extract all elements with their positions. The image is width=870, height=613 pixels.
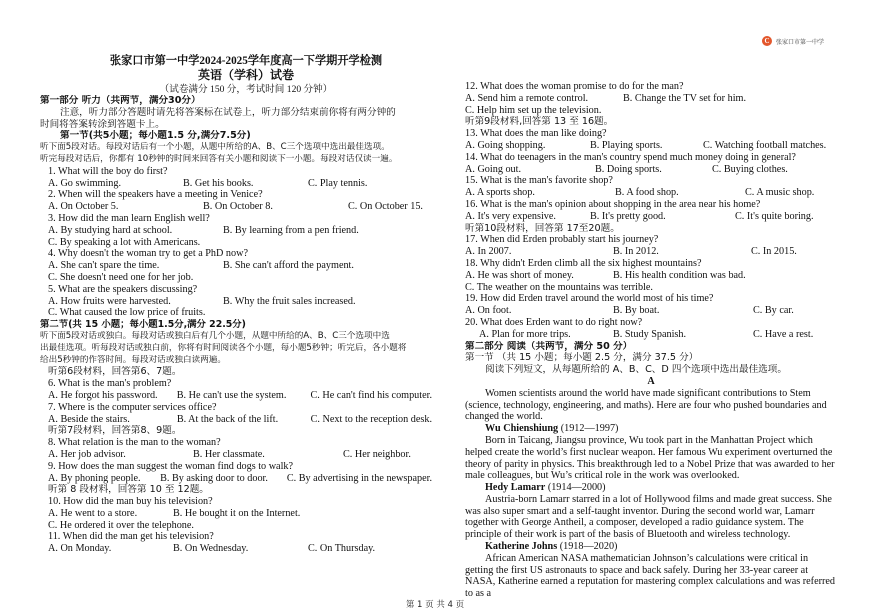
option-14c[interactable]: C. Buying clothes. [712, 163, 788, 175]
options-10 [40, 508, 432, 520]
listen-material-7: 听第7段材料，回答第8、9题。 [48, 425, 182, 437]
option-10c[interactable]: C. He ordered it over the telephone. [48, 519, 194, 531]
options-15 [465, 187, 837, 199]
person-katherine-name: Katherine Johns [485, 541, 558, 553]
option-15b[interactable]: B. A food shop. [615, 187, 679, 199]
option-18b[interactable]: B. His health condition was bad. [613, 269, 746, 281]
option-16b[interactable]: B. It's pretty good. [590, 210, 666, 222]
options-1 [40, 178, 432, 190]
option-3c[interactable]: C. By speaking a lot with Americans. [48, 236, 201, 248]
passage-a-label: A [647, 375, 655, 387]
school-logo [762, 36, 824, 46]
exam-note: （试卷满分 150 分，考试时间 120 分钟） [159, 84, 333, 95]
option-4c[interactable]: C. She doesn't need one for her job. [48, 271, 194, 283]
options-11 [40, 543, 432, 555]
question-12: 12. What does the woman promise to do for the man? [465, 81, 684, 92]
option-2b[interactable]: B. On October 8. [203, 201, 273, 213]
option-9c[interactable]: C. By advertising in the newspaper. [286, 472, 432, 484]
option-4a[interactable]: A. She can't spare the time. [48, 260, 160, 272]
question-14: 14. What do teenagers in the man's country spend much money doing in general? [465, 151, 796, 163]
option-7b[interactable]: B. At the back of the lift. [176, 413, 279, 425]
option-6b[interactable]: B. He can't use the system. [176, 389, 287, 401]
options-4 [40, 260, 432, 272]
question-15: 15. What is the man's favorite shop? [465, 175, 613, 187]
option-12c[interactable]: C. Help him set up the television. [465, 104, 602, 116]
part1-note-1: 注意，听力部分答题时请先将答案标在试卷上，听力部分结束前你将有两分钟的 [60, 106, 396, 118]
option-15c[interactable]: C. A music shop. [745, 187, 815, 199]
option-20a[interactable]: A. Plan for more trips. [479, 328, 571, 340]
options-7 [40, 414, 432, 426]
option-3a[interactable]: A. By studying hard at school. [48, 224, 173, 236]
question-16: 16. What is the man's opinion about shopping in the area near his home? [465, 198, 761, 210]
logo-mark: C [762, 36, 772, 46]
options-18 [465, 270, 837, 282]
options-16 [465, 211, 837, 223]
option-18c[interactable]: C. The weather on the mountains was terrible. [465, 281, 653, 293]
option-20b[interactable]: B. Study Spanish. [613, 328, 687, 340]
option-10b[interactable]: B. He bought it on the Internet. [173, 507, 301, 519]
person-wu [465, 423, 837, 435]
right-column [465, 81, 837, 600]
option-18a[interactable]: A. He was short of money. [465, 269, 574, 281]
option-6c[interactable]: C. He can't find his computer. [310, 389, 432, 401]
option-17c[interactable]: C. In 2015. [751, 246, 797, 258]
person-katherine-years: (1918—2020) [557, 541, 618, 553]
person-hedy-text: Austria-born Lamarr starred in a lot of Hollywood films and made great success. She was also super smart and a self-taught inventor. During the second world war, Lamarr together with George Antheil, a composer, developed a radio guidance system. The principle of their work is part of the basis of Bluetooth and wireless technology. [465, 493, 832, 541]
option-1c[interactable]: C. Play tennis. [308, 177, 368, 189]
page-footer: 第 1 页 共 4 页 [405, 600, 465, 610]
option-9a[interactable]: A. By phoning people. [48, 472, 141, 484]
options-8 [40, 449, 432, 461]
option-19c[interactable]: C. By car. [753, 305, 794, 317]
listen-material-10: 听第10段材料，回答第 17至20题。 [465, 222, 620, 234]
person-hedy-years: (1914—2000) [545, 482, 606, 494]
person-katherine-text: African American NASA mathematician Johnson’s calculations were critical in getting the first US astronauts to space and back safely. During her 33-year career at NASA, Katherine earned a reputation for mastering complex calculations and was referred to as a [465, 552, 835, 600]
question-11: 11. When did the man get his television? [48, 531, 214, 543]
option-16c[interactable]: C. It's quite boring. [735, 210, 814, 222]
question-13: 13. What does the man like doing? [465, 128, 607, 140]
logo-text: 张家口市第一中学 [776, 39, 825, 46]
question-3: 3. How did the man learn English well? [48, 212, 210, 224]
option-13a[interactable]: A. Going shopping. [465, 139, 546, 151]
option-12b[interactable]: B. Change the TV set for him. [623, 92, 746, 104]
option-7a[interactable]: A. Beside the stairs. [48, 413, 130, 425]
option-8a[interactable]: A. Her job advisor. [48, 448, 126, 460]
option-3b[interactable]: B. By learning from a pen friend. [223, 224, 359, 236]
person-wu-years: (1912—1997) [558, 423, 619, 435]
option-5a[interactable]: A. How fruits were harvested. [48, 295, 171, 307]
part1-note-2: 时间将答案转涂到答题卡上。 [40, 118, 165, 130]
listen-material-8: 听第 8 段材料，回答第 10 至 12题。 [48, 484, 209, 496]
question-1: 1. What will the boy do first? [48, 165, 168, 177]
person-wu-text: Born in Taicang, Jiangsu province, Wu took part in the Manhattan Project which helped create the world’s first nuclear weapon. Her famous Wu experiment overturned the theory of parity in physics. This breakthrough led to a Nobel Prize that was awarded to her male colleagues, but Wu’s critical role in the work was overlooked. [465, 434, 835, 482]
option-5b[interactable]: B. Why the fruit sales increased. [223, 295, 356, 307]
option-10a[interactable]: A. He went to a store. [48, 507, 138, 519]
option-7c[interactable]: C. Next to the reception desk. [310, 413, 432, 425]
options-2 [40, 201, 432, 213]
question-9: 9. How does the man suggest the woman find dogs to walk? [48, 460, 294, 472]
option-14b[interactable]: B. Doing sports. [595, 163, 662, 175]
listen-material-6: 听第6段材料，回答第6、7题。 [48, 366, 182, 378]
section1-heading: 第一节(共5小题；每小题1.5 分,满分7.5分) [60, 130, 251, 142]
question-20: 20. What does Erden want to do right now? [465, 316, 643, 328]
section2-instruction-2: 出最佳选项。听每段对话或独白前，你将有时间阅读各个小题，每小题5秒钟；听完后，各小题将 [40, 342, 407, 353]
option-8b[interactable]: B. Her classmate. [193, 448, 265, 460]
option-6a[interactable]: A. He forgot his password. [48, 389, 158, 401]
question-2: 2. When will the speakers have a meeting in Venice? [48, 189, 263, 201]
left-column [40, 95, 432, 555]
question-list [40, 166, 432, 319]
option-19b[interactable]: B. By boat. [613, 305, 660, 317]
exam-title: 张家口市第一中学2024-2025学年度高一下学期开学检测 [109, 55, 383, 67]
options-5 [40, 296, 432, 308]
options-13 [465, 140, 837, 152]
option-2a[interactable]: A. On October 5. [48, 201, 119, 213]
options-19 [465, 305, 837, 317]
person-wu-name: Wu Chienshiung [485, 423, 559, 435]
person-katherine [465, 541, 837, 553]
question-5: 5. What are the speakers discussing? [48, 283, 198, 295]
options-9 [40, 473, 432, 485]
passage-intro: Women scientists around the world have made significant contributions to Stem (science, technology, engineering, and maths). Here are four who pushed boundaries and changed the world. [465, 387, 827, 423]
option-17b[interactable]: B. In 2012. [613, 246, 659, 258]
option-4b[interactable]: B. She can't afford the payment. [223, 260, 354, 272]
section1-instruction-1: 听下面5段对话。每段对话后有一个小题，从题中所给的A、B、C三个选项中选出最佳选项。 [40, 142, 390, 153]
option-11b[interactable]: B. On Wednesday. [173, 543, 249, 555]
options-17 [465, 246, 837, 258]
options-14 [465, 164, 837, 176]
option-16a[interactable]: A. It's very expensive. [465, 210, 556, 222]
option-11a[interactable]: A. On Monday. [48, 543, 112, 555]
person-hedy-name: Hedy Lamarr [485, 482, 546, 494]
options-20 [465, 329, 837, 341]
options-12 [465, 93, 837, 105]
question-4: 4. Why doesn't the woman try to get a PhD now? [48, 248, 248, 260]
option-11c[interactable]: C. On Thursday. [308, 543, 376, 555]
option-17a[interactable]: A. In 2007. [465, 246, 512, 258]
question-17: 17. When did Erden probably start his journey? [465, 234, 659, 246]
question-10: 10. How did the man buy his television? [48, 496, 213, 508]
listen-material-9: 听第9段材料,回答第 13 至 16题。 [465, 116, 614, 128]
person-hedy [465, 482, 837, 494]
question-18: 18. Why didn't Erden climb all the six highest mountains? [465, 257, 702, 269]
part1-heading: 第一部分 听力（共两节，满分30分） [40, 95, 201, 106]
options-3 [40, 225, 432, 237]
option-19a[interactable]: A. On foot. [465, 305, 512, 317]
question-6: 6. What is the man's problem? [48, 378, 172, 390]
option-13c[interactable]: C. Watching football matches. [703, 139, 827, 151]
option-15a[interactable]: A. A sports shop. [465, 187, 535, 199]
question-8: 8. What relation is the man to the woman? [48, 437, 221, 449]
option-5c[interactable]: C. What caused the low price of fruits. [48, 307, 206, 319]
option-9b[interactable]: B. By asking door to door. [160, 472, 268, 484]
section2-heading: 第二节(共 15 小题；每小题1.5分,满分 22.5分) [40, 319, 246, 331]
options-6 [40, 390, 432, 402]
option-20c[interactable]: C. Have a rest. [753, 328, 814, 340]
option-13b[interactable]: B. Playing sports. [590, 139, 663, 151]
section2-instruction-1: 听下面5段对话或独白。每段对话或独白后有几个小题，从题中所给的A、B、C三个选项中选 [40, 330, 390, 341]
part2-section1-heading: 第一节 （共 15 小题；每小题 2.5 分，满分 37.5 分） [465, 352, 699, 364]
option-8c[interactable]: C. Her neighbor. [343, 448, 411, 460]
option-12a[interactable]: A. Send him a remote control. [465, 92, 589, 104]
option-1a[interactable]: A. Go swimming. [48, 177, 122, 189]
section1-instruction-2: 听完每段对话后，你都有 10秒钟的时间来回答有关小题和阅读下一小题。每段对话仅读一遍。 [40, 153, 398, 164]
part2-instruction: 阅读下列短文，从每题所给的 A、B、C、D 四个选项中选出最佳选项。 [485, 364, 787, 376]
option-14a[interactable]: A. Going out. [465, 163, 522, 175]
section2-instruction-3: 给出5秒钟的作答时间。每段对话或独白读两遍。 [40, 354, 226, 365]
question-19: 19. How did Erden travel around the world most of his time? [465, 293, 714, 305]
question-7: 7. Where is the computer services office? [48, 401, 217, 413]
exam-subtitle: 英语（学科）试卷 [197, 68, 294, 82]
part2-heading: 第二部分 阅读（共两节，满分 50 分） [465, 340, 633, 352]
option-2c[interactable]: C. On October 15. [348, 201, 423, 213]
option-1b[interactable]: B. Get his books. [183, 177, 254, 189]
